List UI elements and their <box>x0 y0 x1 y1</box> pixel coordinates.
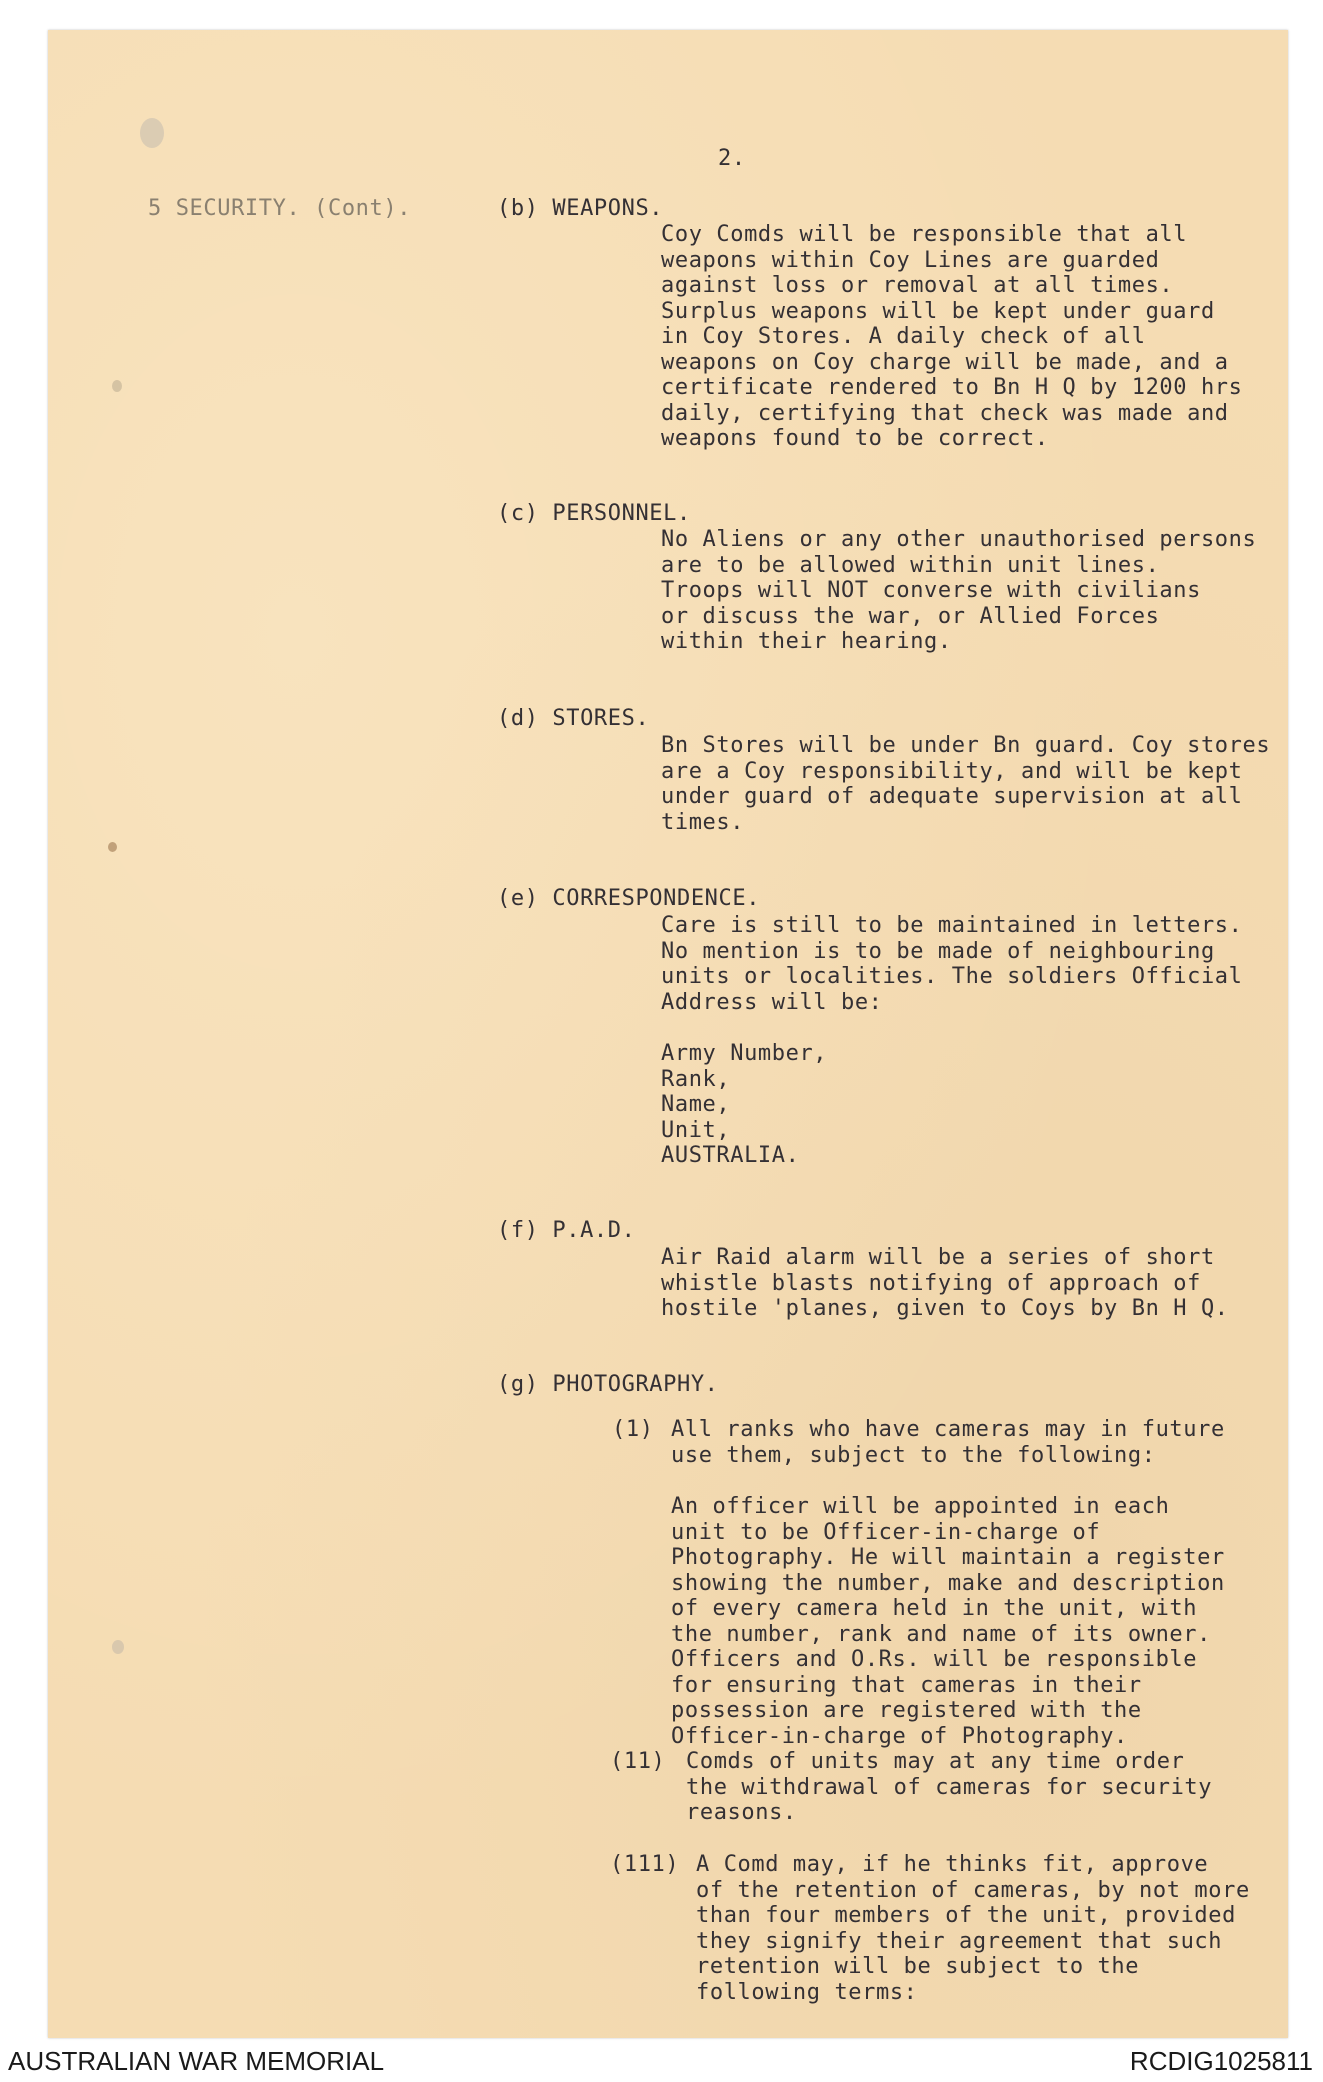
item-e-address: Army Number, Rank, Name, Unit, AUSTRALIA. <box>661 1041 828 1168</box>
item-g-sub3-number: (111) <box>610 1852 680 1877</box>
item-g-sub2-number: (11) <box>610 1749 666 1774</box>
item-e-label: (e) CORRESPONDENCE. <box>497 886 761 911</box>
item-g-sub1-number: (1) <box>612 1417 654 1442</box>
item-f-label: (f) P.A.D. <box>497 1218 636 1243</box>
footer-archive-name: AUSTRALIAN WAR MEMORIAL <box>8 2046 385 2076</box>
item-c-body: No Aliens or any other unauthorised persons are to be allowed within unit lines. Troops will NOT converse with civilians or discuss the war, or Allied Forces within their hearing. <box>661 527 1257 654</box>
paper-blemish <box>112 380 122 392</box>
item-b-label: (b) WEAPONS. <box>497 196 664 221</box>
page-number: 2. <box>718 146 746 171</box>
paper-blemish <box>108 842 117 852</box>
item-d-label: (d) STORES. <box>497 706 650 731</box>
item-f-body: Air Raid alarm will be a series of short whistle blasts notifying of approach of hostile 'planes, given to Coys by Bn H Q. <box>661 1245 1229 1321</box>
paper-blemish <box>140 118 164 148</box>
item-d-body: Bn Stores will be under Bn guard. Coy stores are a Coy responsibility, and will be kept under guard of adequate supervision at all times. <box>661 733 1271 835</box>
item-g-sub2-text: Comds of units may at any time order the withdrawal of cameras for security reasons. <box>686 1749 1213 1825</box>
paper-blemish <box>112 1640 124 1654</box>
item-e-body: Care is still to be maintained in letters. No mention is to be made of neighbouring units or localities. The soldiers Official Address will be: <box>661 913 1243 1015</box>
item-b-body: Coy Comds will be responsible that all weapons within Coy Lines are guarded against loss or removal at all times. Surplus weapons will be kept under guard in Coy Stores. A daily check of all weapons on Coy charge will be made, and a certificate rendered to Bn H Q by 1200 hrs daily, certifying that check was made and weapons found to be correct. <box>661 222 1243 451</box>
section-heading: 5 SECURITY. (Cont). <box>148 196 412 221</box>
item-g-sub1-paragraph: An officer will be appointed in each unit to be Officer-in-charge of Photography. He will maintain a register showing the number, make and description of every camera held in the unit, with the number, rank and name of its owner. Officers and O.Rs. will be responsible for ensuring that cameras in their possession are registered with the Officer-in-charge of Photography. <box>671 1494 1225 1749</box>
item-g-sub3-text: A Comd may, if he thinks fit, approve of the retention of cameras, by not more than four members of the unit, provided they signify their agreement that such retention will be subject to the following terms: <box>696 1852 1250 2005</box>
item-g-label: (g) PHOTOGRAPHY. <box>497 1372 719 1397</box>
item-c-label: (c) PERSONNEL. <box>497 501 691 526</box>
item-g-sub1-text: All ranks who have cameras may in future use them, subject to the following: <box>671 1417 1225 1468</box>
footer-record-id: RCDIG1025811 <box>1129 2046 1313 2076</box>
